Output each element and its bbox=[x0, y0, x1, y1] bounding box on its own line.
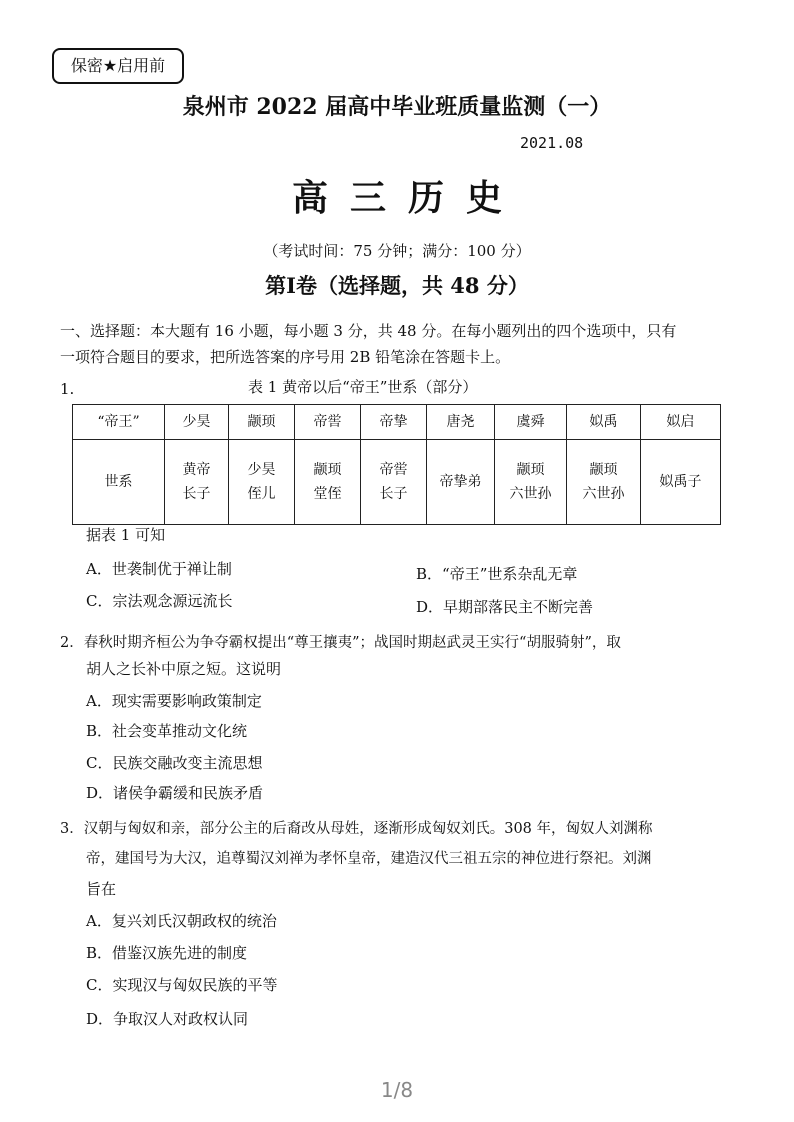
question-2-option-c[interactable]: C．民族交融改变主流思想 bbox=[86, 754, 263, 772]
question-2-stem-line1: 2．春秋时期齐桓公为争夺霸权提出“尊王攘夷”；战国时期赵武灵王实行“胡服骑射”，取 bbox=[60, 635, 621, 651]
question-2-option-d[interactable]: D．诸侯争霸缓和民族矛盾 bbox=[86, 784, 264, 802]
table-header-cell: 少昊 bbox=[165, 405, 229, 440]
table-header-cell: 姒禹 bbox=[567, 405, 641, 440]
table-cell: 帝挚弟 bbox=[427, 440, 495, 525]
question-1-stem: 据表 1 可知 bbox=[86, 526, 166, 544]
table-cell: 少昊 侄儿 bbox=[229, 440, 295, 525]
question-3-stem-line2: 帝，建国号为大汉，追尊蜀汉刘禅为孝怀皇帝，建造汉代三祖五宗的神位进行祭祀。刘渊 bbox=[86, 851, 652, 867]
table-header-cell: 唐尧 bbox=[427, 405, 495, 440]
table-cell: 姒禹子 bbox=[641, 440, 721, 525]
question-2-stem-line2: 胡人之长补中原之短。这说明 bbox=[86, 660, 282, 678]
subject-title: 高三历史 bbox=[291, 177, 524, 219]
table-caption: 表 1 黄帝以后“帝王”世系（部分） bbox=[248, 378, 478, 396]
table-cell: 帝喾 长子 bbox=[361, 440, 427, 525]
question-1-number: 1. bbox=[60, 380, 75, 398]
table-cell: 黄帝 长子 bbox=[165, 440, 229, 525]
question-3-stem-line3: 旨在 bbox=[86, 880, 117, 898]
volume-title: 第Ⅰ卷（选择题，共 48 分） bbox=[265, 273, 529, 298]
question-3-option-c[interactable]: C．实现汉与匈奴民族的平等 bbox=[86, 976, 278, 994]
table-header-cell: 姒启 bbox=[641, 405, 721, 440]
exam-date: 2021.08 bbox=[520, 134, 584, 152]
exam-title: 泉州市 2022 届高中毕业班质量监测（一） bbox=[182, 94, 612, 120]
table-row bbox=[73, 440, 721, 525]
table-header-cell: 帝喾 bbox=[295, 405, 361, 440]
table-row-label: 世系 bbox=[73, 440, 165, 525]
table-header-row bbox=[73, 405, 721, 440]
section-instructions-line2: 一项符合题目的要求，把所选答案的序号用 2B 铅笔涂在答题卡上。 bbox=[60, 348, 511, 366]
section-instructions-line1: 一、选择题：本大题有 16 小题，每小题 3 分，共 48 分。在每小题列出的四个选项中，只有 bbox=[60, 322, 677, 340]
question-3-option-b[interactable]: B．借鉴汉族先进的制度 bbox=[86, 944, 248, 962]
table-header-cell: 虞舜 bbox=[495, 405, 567, 440]
lineage-table bbox=[72, 404, 721, 525]
question-1-option-d[interactable]: D．早期部落民主不断完善 bbox=[416, 598, 594, 616]
table-header-cell: “帝王” bbox=[73, 405, 165, 440]
page-indicator: 1/8 bbox=[380, 1078, 414, 1102]
exam-info: （考试时间：75 分钟；满分：100 分） bbox=[263, 242, 531, 260]
question-1-option-c[interactable]: C．宗法观念源远流长 bbox=[86, 592, 233, 610]
table-header-cell: 颛顼 bbox=[229, 405, 295, 440]
question-3-stem-line1: 3．汉朝与匈奴和亲，部分公主的后裔改从母姓，逐渐形成匈奴刘氏。308 年，匈奴人刘渊称 bbox=[60, 821, 653, 837]
question-3-option-d[interactable]: D．争取汉人对政权认同 bbox=[86, 1010, 249, 1028]
table-cell: 颛顼 六世孙 bbox=[495, 440, 567, 525]
question-1-option-a[interactable]: A．世袭制优于禅让制 bbox=[86, 560, 232, 578]
table-cell: 颛顼 堂侄 bbox=[295, 440, 361, 525]
question-2-option-b[interactable]: B．社会变革推动文化统 bbox=[86, 722, 248, 740]
confidential-label: 保密★启用前 bbox=[52, 48, 184, 84]
question-3-option-a[interactable]: A．复兴刘氏汉朝政权的统治 bbox=[86, 912, 277, 930]
table-cell: 颛顼 六世孙 bbox=[567, 440, 641, 525]
question-2-option-a[interactable]: A．现实需要影响政策制定 bbox=[86, 692, 262, 710]
table-header-cell: 帝挚 bbox=[361, 405, 427, 440]
question-1-option-b[interactable]: B．“帝王”世系杂乱无章 bbox=[416, 565, 578, 583]
